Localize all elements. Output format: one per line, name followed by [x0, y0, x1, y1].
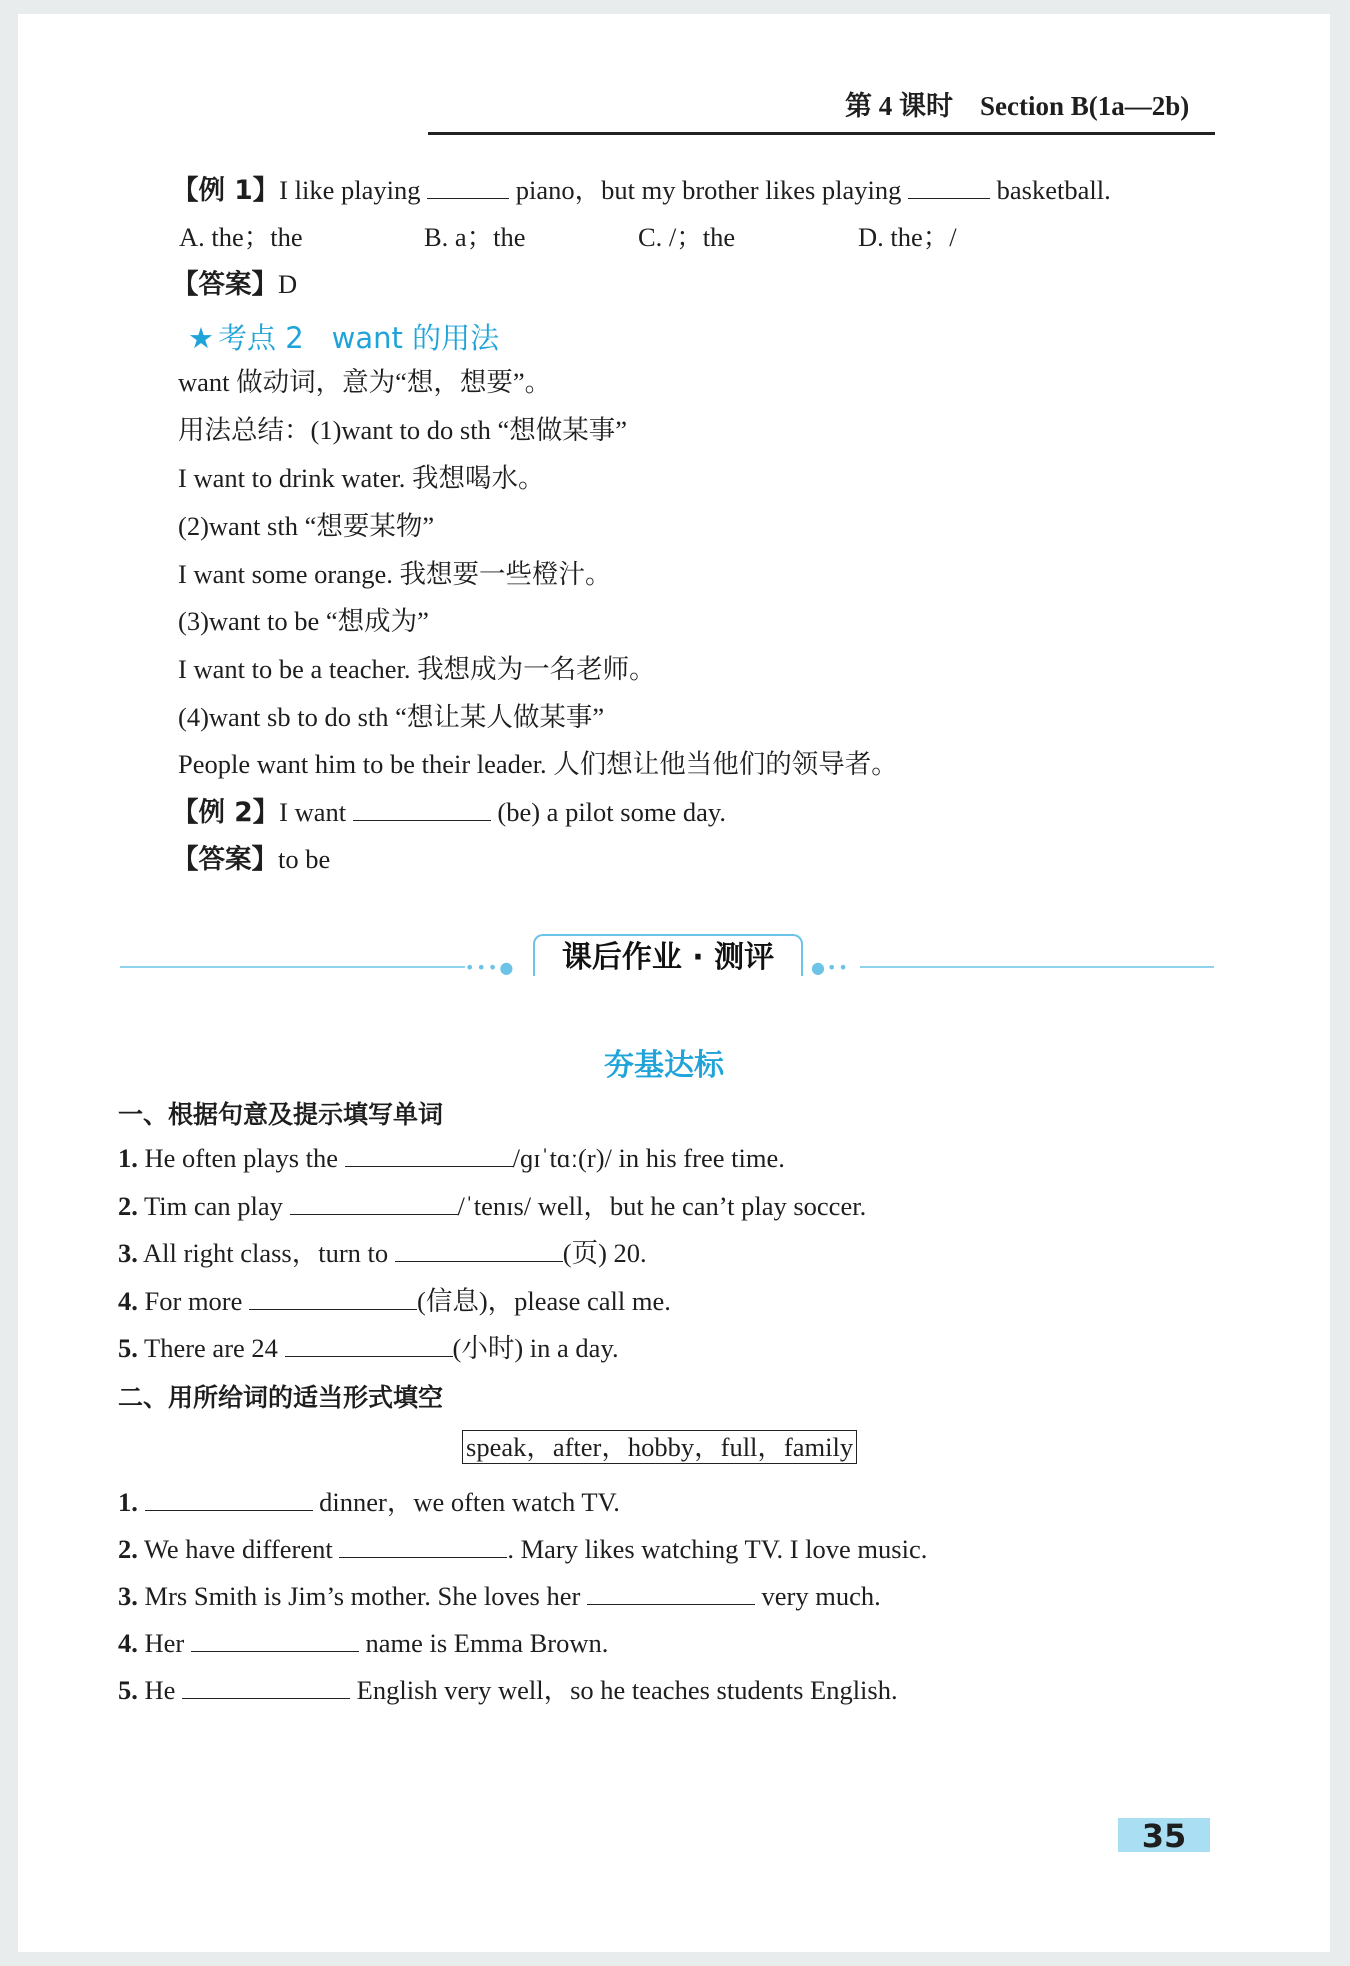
answer-blank[interactable]: [182, 1674, 350, 1699]
usage-line: I want some orange. 我想要一些橙汁。: [178, 559, 612, 589]
banner-line-right: [860, 966, 1214, 968]
usage-line: (4)want sb to do sth “想让某人做某事”: [178, 702, 605, 732]
answer-blank[interactable]: [587, 1580, 755, 1605]
example2-question: 【例 2】I want (be) a pilot some day.: [172, 797, 727, 828]
answer-blank[interactable]: [290, 1190, 458, 1215]
option-c: C. /；the: [638, 222, 736, 252]
option-b: B. a；the: [424, 222, 526, 252]
header-rule: [428, 132, 1215, 135]
option-a: A. the；the: [179, 222, 303, 252]
part2-item: 2. We have different . Mary likes watching TV. I love music.: [118, 1534, 928, 1564]
answer-blank[interactable]: [339, 1533, 507, 1558]
answer-blank[interactable]: [249, 1285, 417, 1310]
part2-item: 5. He English very well，so he teaches students English.: [118, 1675, 898, 1705]
answer-blank[interactable]: [345, 1142, 513, 1167]
part1-item: 3. All right class，turn to (页) 20.: [118, 1238, 647, 1268]
answer-blank[interactable]: [285, 1332, 453, 1357]
part2-item: 3. Mrs Smith is Jim’s mother. She loves her very much.: [118, 1581, 881, 1611]
part2-item: 4. Her name is Emma Brown.: [118, 1628, 609, 1658]
option-d: D. the；/: [858, 222, 957, 252]
example1-label: 【例 1】: [172, 175, 280, 206]
section-title: 夯基达标: [604, 1048, 724, 1083]
answer-blank[interactable]: [395, 1237, 563, 1262]
part1-item: 2. Tim can play /ˈtenɪs/ well，but he can’t play soccer.: [118, 1191, 867, 1221]
answer-blank[interactable]: [145, 1486, 313, 1511]
part1-item: 1. He often plays the /ɡɪˈtɑː(r)/ in his free time.: [118, 1143, 785, 1173]
part2-heading: 二、用所给词的适当形式填空: [118, 1383, 444, 1412]
usage-line: (2)want sth “想要某物”: [178, 511, 435, 541]
usage-line: want 做动词，意为“想，想要”。: [178, 367, 552, 397]
answer-blank[interactable]: [908, 174, 990, 199]
homework-banner: 课后作业 · 测评: [533, 934, 803, 976]
banner-dots-left: •••●: [465, 958, 516, 977]
part2-item: 1. dinner，we often watch TV.: [118, 1487, 620, 1517]
star-icon: ★: [188, 321, 214, 355]
answer-blank[interactable]: [353, 796, 491, 821]
answer-blank[interactable]: [427, 174, 509, 199]
usage-line: 用法总结：(1)want to do sth “想做某事”: [178, 415, 627, 445]
usage-line: People want him to be their leader. 人们想让他当他们的领导者。: [178, 749, 898, 779]
usage-line: I want to drink water. 我想喝水。: [178, 463, 545, 493]
word-box: speak，after，hobby，full，family: [462, 1430, 857, 1464]
banner-line-left: [120, 966, 465, 968]
example1-question: 【例 1】I like playing piano，but my brother likes playing basketball.: [172, 175, 1111, 206]
part1-item: 4. For more (信息)，please call me.: [118, 1286, 671, 1316]
usage-line: I want to be a teacher. 我想成为一名老师。: [178, 654, 656, 684]
workbook-page: [18, 14, 1330, 1952]
answer-blank[interactable]: [191, 1627, 359, 1652]
page-number: 35: [1118, 1818, 1210, 1852]
page-header: 第 4 课时 Section B(1a—2b): [845, 91, 1190, 121]
example1-answer: 【答案】D: [172, 269, 298, 300]
part1-item: 5. There are 24 (小时) in a day.: [118, 1333, 619, 1363]
example2-answer: 【答案】to be: [172, 844, 331, 875]
kaodian-heading: ★ 考点 2 want 的用法: [188, 321, 500, 355]
part1-heading: 一、根据句意及提示填写单词: [118, 1100, 444, 1129]
usage-line: (3)want to be “想成为”: [178, 606, 429, 636]
banner-dots-right: ●••: [811, 958, 850, 977]
